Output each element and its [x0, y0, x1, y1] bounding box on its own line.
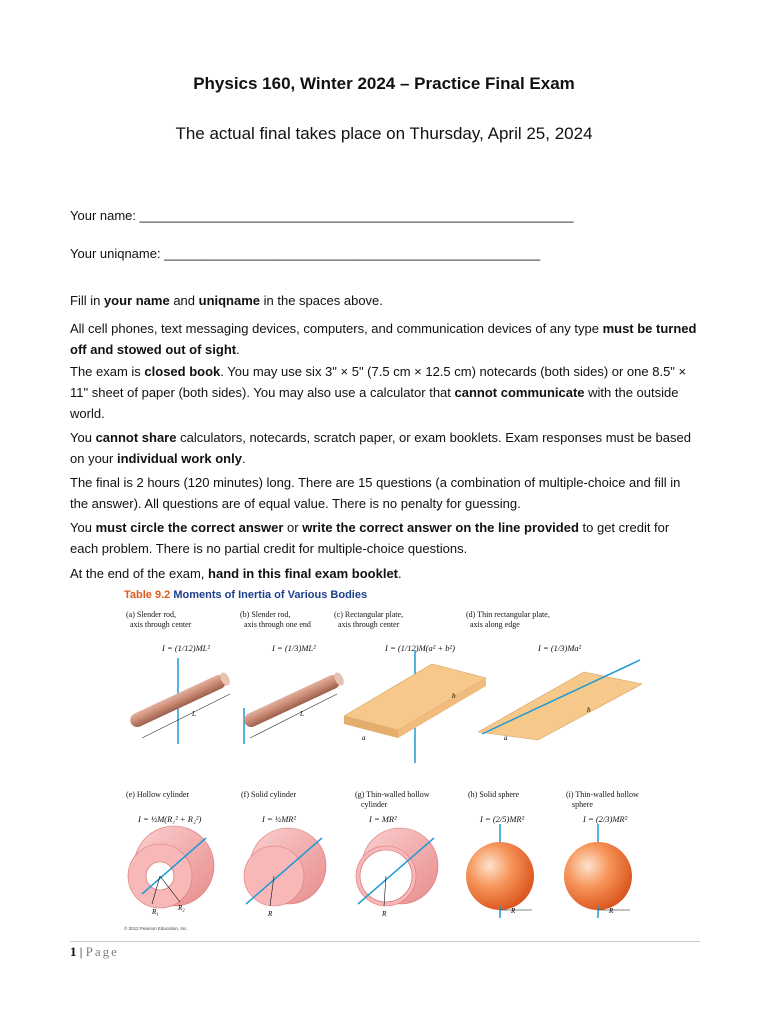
equation-b: I = (1/3)ML²: [272, 643, 316, 653]
body-text: .: [236, 342, 240, 357]
emphasis-text: must circle the correct answer: [95, 520, 284, 535]
page-footer: [70, 944, 119, 960]
hollow-cylinder-diagram: [128, 826, 214, 916]
instruction-paragraph: [70, 361, 700, 424]
instruction-paragraph: [70, 318, 700, 360]
instruction-paragraph: [70, 563, 700, 584]
solid-cylinder-diagram: [244, 828, 326, 918]
thin-walled-cylinder-diagram: [356, 828, 438, 918]
equation-e: I = ½M(R₁² + R₂²): [138, 814, 202, 824]
moments-of-inertia-figure: [122, 588, 644, 936]
body-text: .: [241, 451, 246, 466]
uniqname-field[interactable]: Your uniqname: ____________________________________________________: [70, 246, 541, 261]
item-label-a: (a) Slender rod, axis through center: [126, 610, 192, 629]
body-text: Fill in: [70, 293, 104, 308]
item-label-f: (f) Solid cylinder: [241, 790, 297, 799]
footer-divider: [70, 941, 700, 942]
emphasis-text: your name: [103, 293, 170, 308]
body-text: You: [70, 520, 96, 535]
equation-a: I = (1/12)ML²: [162, 643, 210, 653]
name-field[interactable]: Your name: ____________________________________________________________: [70, 208, 574, 223]
instruction-paragraph: [70, 290, 700, 311]
rectangular-plate-center-diagram: [344, 650, 486, 763]
dim-L: L: [300, 710, 304, 718]
body-text: At the end of the exam,: [70, 566, 209, 581]
item-label-i: (i) Thin-walled hollow sphere: [566, 790, 639, 809]
page-title: Physics 160, Winter 2024 – Practice Final Exam: [193, 74, 575, 93]
solid-sphere-diagram: [466, 824, 534, 918]
body-text: in the spaces above.: [260, 293, 383, 308]
emphasis-text: uniqname: [198, 293, 261, 308]
hollow-sphere-diagram: [564, 824, 632, 918]
page-word: Page: [85, 944, 119, 959]
dim-b: b: [452, 692, 456, 700]
body-text: . You may use six 3" × 5" (7.5 cm × 12.5 cm) notecards (both sides) or one 8.5" × 11" sheet of paper (both sides). You may also use a calculator that: [70, 364, 687, 400]
dim-b: b: [587, 706, 591, 714]
equation-i: I = (2/3)MR²: [583, 814, 628, 824]
equation-d: I = (1/3)Ma²: [538, 643, 582, 653]
item-label-g: (g) Thin-walled hollow cylinder: [355, 790, 430, 809]
body-text: with the outside world.: [70, 385, 679, 421]
dim-R: R: [268, 910, 273, 918]
item-label-d: (d) Thin rectangular plate, axis along edge: [466, 610, 550, 629]
body-text: and: [169, 293, 199, 308]
body-text: .: [398, 566, 402, 581]
equation-f: I = ½MR²: [262, 814, 297, 824]
instruction-paragraph: [70, 472, 700, 514]
emphasis-text: cannot communicate: [454, 385, 585, 400]
body-text: All cell phones, text messaging devices, computers, and communication devices of any type: [70, 321, 603, 336]
emphasis-text: must be turned off and stowed out of sight: [70, 321, 697, 357]
dim-R2: R₂: [178, 904, 185, 912]
item-label-c: (c) Rectangular plate, axis through center: [334, 610, 404, 629]
emphasis-text: hand in this final exam booklet: [208, 566, 399, 581]
body-text: You: [70, 430, 96, 445]
emphasis-text: individual work only: [116, 451, 242, 466]
item-label-h: (h) Solid sphere: [468, 790, 520, 799]
instruction-paragraph: [70, 517, 700, 559]
dim-R1: R₁: [152, 908, 159, 916]
dim-R: R: [609, 907, 614, 915]
page-subtitle: The actual final takes place on Thursday, April 25, 2024: [175, 124, 593, 143]
instruction-paragraph: [70, 427, 700, 469]
emphasis-text: write the correct answer on the line provided: [302, 520, 579, 535]
page-number: 1: [70, 944, 77, 959]
item-label-e: (e) Hollow cylinder: [126, 790, 190, 799]
slender-rod-center-diagram: [128, 658, 232, 744]
slender-rod-end-diagram: [242, 671, 346, 744]
body-text: The final is 2 hours (120 minutes) long. There are 15 questions (a combination of multiple-choice and fill in the answer). All questions are of equal value. There is no penalty for guessing.: [70, 475, 681, 511]
dim-R: R: [382, 910, 387, 918]
dim-R: R: [511, 907, 516, 915]
figure-copyright: © 2012 Pearson Education, Inc.: [124, 926, 188, 931]
table-name: Moments of Inertia of Various Bodies: [173, 589, 368, 601]
emphasis-text: cannot share: [95, 430, 177, 445]
body-text: or: [283, 520, 303, 535]
body-text: The exam is: [70, 364, 145, 379]
dim-a: a: [362, 734, 366, 742]
footer-separator: |: [76, 944, 86, 959]
equation-g: I = MR²: [369, 814, 397, 824]
item-label-b: (b) Slender rod, axis through one end: [240, 610, 311, 629]
dim-a: a: [504, 734, 508, 742]
emphasis-text: closed book: [144, 364, 221, 379]
equation-c: I = (1/12)M(a² + b²): [385, 643, 455, 653]
body-text: calculators, notecards, scratch paper, or exam booklets. Exam responses must be based on your: [70, 430, 691, 466]
table-number: Table 9.2: [124, 589, 171, 601]
body-text: to get credit for each problem. There is no partial credit for multiple-choice questions.: [70, 520, 670, 556]
equation-h: I = (2/5)MR²: [480, 814, 525, 824]
dim-L: L: [192, 710, 196, 718]
thin-plate-edge-diagram: [478, 660, 642, 742]
